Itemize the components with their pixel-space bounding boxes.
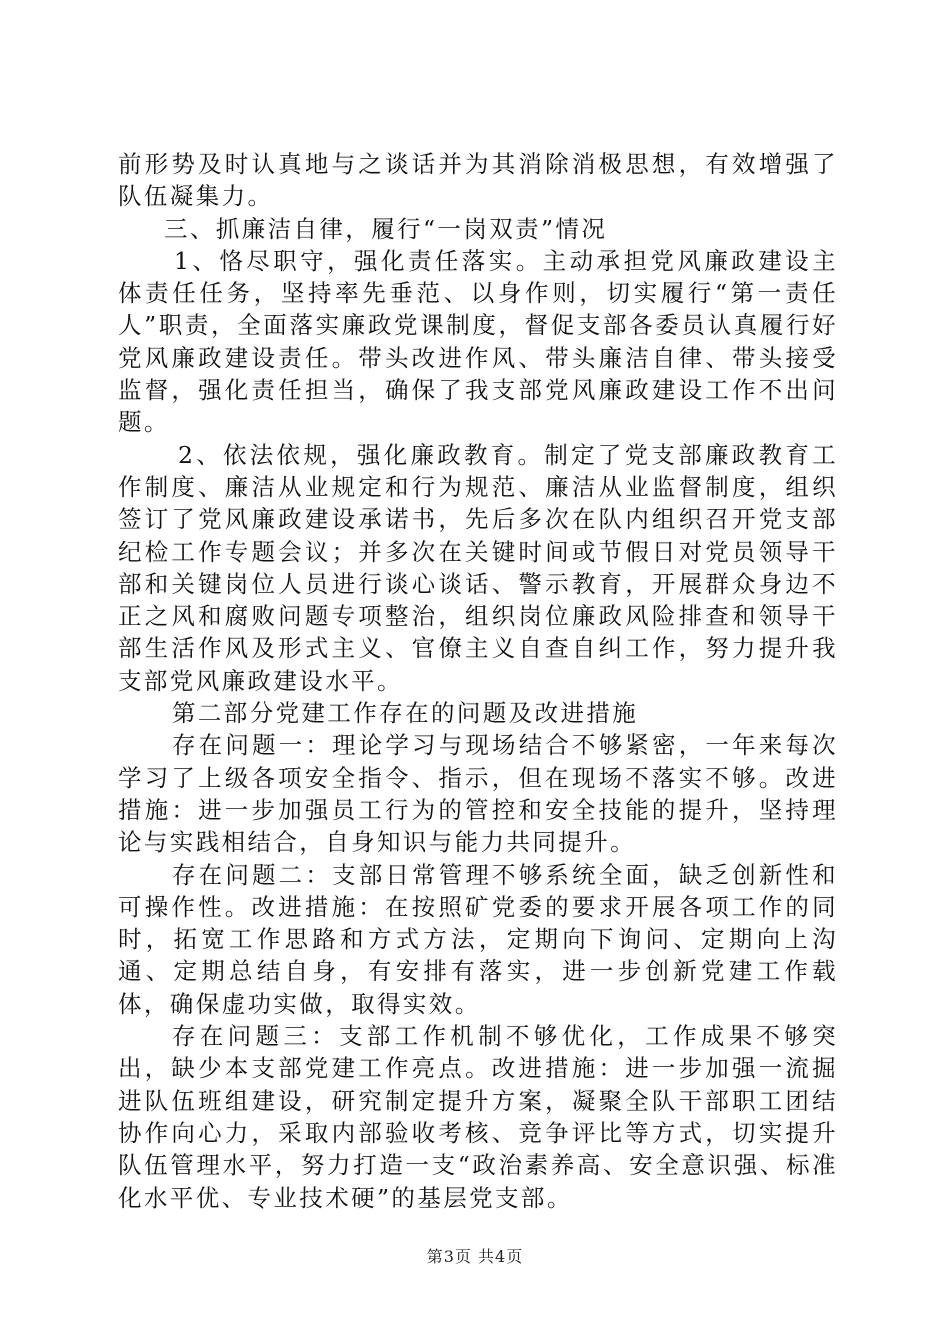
document-body xyxy=(118,148,838,1214)
page-footer: 第3页 共4页 xyxy=(426,1247,524,1266)
section-heading-three: 三、抓廉洁自律，履行“一岗双责”情况 xyxy=(164,214,608,243)
problem-two-paragraph: 存在问题二：支部日常管理不够系统全面，缺乏创新性和可操作性。改进措施：在按照矿党委的要求开展各项工作的同时，拓宽工作思路和方式方法，定期向下询问、定期向上沟通、定期总结自身，有安排有落实，进一步创新党建工作载体，确保虚功实做，取得实效。 xyxy=(118,860,838,1018)
paragraph-item-2: 2、依法依规，强化廉政教育。制定了党支部廉政教育工作制度、廉洁从业规定和行为规范、廉洁从业监督制度，组织签订了党风廉政建设承诺书，先后多次在队内组织召开党支部纪检工作专题会议；并多次在关键时间或节假日对党员领导干部和关键岗位人员进行谈心谈话、警示教育，开展群众身边不正之风和腐败问题专项整治，组织岗位廉政风险排查和领导干部生活作风及形式主义、官僚主义自查自纠工作，努力提升我支部党风廉政建设水平。 xyxy=(118,440,838,695)
problem-three-paragraph: 存在问题三：支部工作机制不够优化，工作成果不够突出，缺少本支部党建工作亮点。改进措施：进一步加强一流掘进队伍班组建设，研究制定提升方案，凝聚全队干部职工团结协作向心力，采取内部验收考核、竞争评比等方式，切实提升队伍管理水平，努力打造一支“政治素养高、安全意识强、标准化水平优、专业技术硬”的基层党支部。 xyxy=(118,1022,838,1212)
problem-one-paragraph: 存在问题一：理论学习与现场结合不够紧密，一年来每次学习了上级各项安全指令、指示，但在现场不落实不够。改进措施：进一步加强员工行为的管控和安全技能的提升，坚持理论与实践相结合，自身知识与能力共同提升。 xyxy=(118,731,838,857)
paragraph-continuation: 前形势及时认真地与之谈话并为其消除消极思想，有效增强了队伍凝集力。 xyxy=(118,150,838,211)
part-two-heading: 第二部分党建工作存在的问题及改进措施 xyxy=(172,699,639,728)
paragraph-item-1: 1、恪尽职守，强化责任落实。主动承担党风廉政建设主体责任任务，坚持率先垂范、以身作则，切实履行“第一责任人”职责，全面落实廉政党课制度，督促支部各委员认真履行好党风廉政建设责任。带头改进作风、带头廉洁自律、带头接受监督，强化责任担当，确保了我支部党风廉政建设工作不出问题。 xyxy=(118,246,838,437)
